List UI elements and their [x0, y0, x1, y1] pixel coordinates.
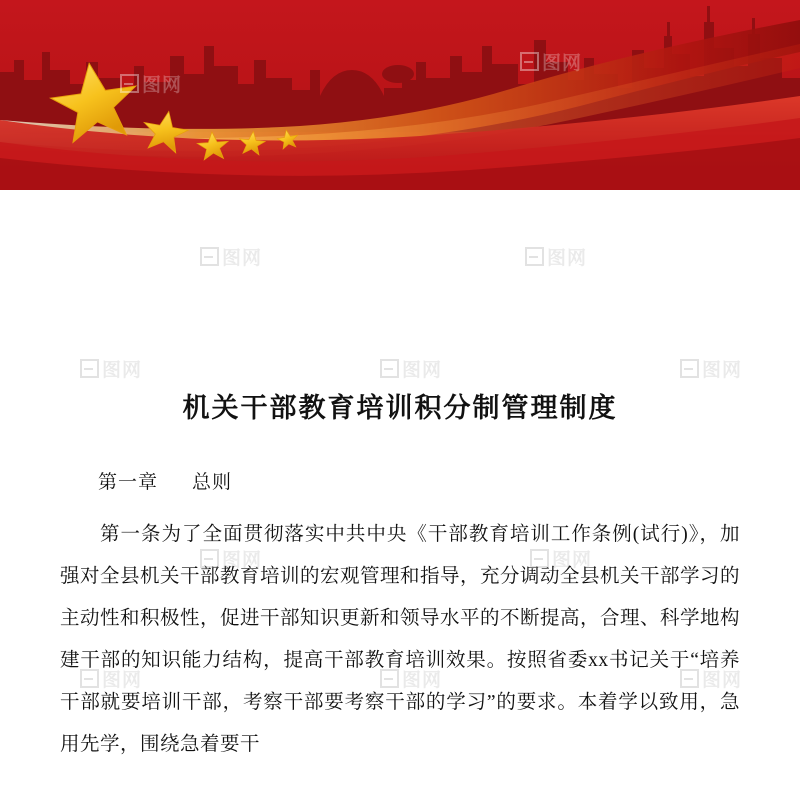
document-body [0, 386, 800, 766]
watermark-label: 图网 [142, 75, 183, 96]
chapter-name: 总则 [192, 472, 233, 493]
frame-icon [380, 359, 399, 378]
watermark-label: 图网 [102, 670, 143, 691]
watermark-label: 图网 [222, 248, 263, 269]
article-paragraph [60, 514, 743, 766]
frame-icon [200, 247, 219, 266]
watermark [680, 355, 742, 382]
chapter-heading [60, 467, 740, 494]
frame-icon [80, 359, 99, 378]
watermark-label: 图网 [222, 550, 263, 571]
page-banner [0, 0, 800, 190]
watermark [525, 243, 587, 270]
watermark-label: 图网 [702, 360, 743, 381]
article-text: 为了全面贯彻落实中共中央《干部教育培训工作条例(试行)》，加强对全县机关干部教育培训的宏观管理和指导，充分调动全县机关干部学习的主动性和积极性，促进干部知识更新和领导水平的不断提高，合理、科学地构建干部的知识能力结构，提高干部教育培训效果。按照省委xx书记关于“培养干部就要培训干部，考察干部要考察干部的学习”的要求。本着学以致用，急用先学，围绕急着要干 [60, 524, 741, 755]
article-label: 第一条 [100, 524, 162, 545]
watermark-label: 图网 [702, 670, 743, 691]
chapter-number: 第一章 [98, 472, 159, 493]
watermark-label: 图网 [402, 670, 443, 691]
watermark [200, 243, 262, 270]
watermark-label: 图网 [102, 360, 143, 381]
watermark-label: 图网 [402, 360, 443, 381]
banner-artwork [0, 0, 800, 190]
frame-icon [525, 247, 544, 266]
watermark [380, 355, 442, 382]
watermark-label: 图网 [552, 550, 593, 571]
watermark-label: 图网 [547, 248, 588, 269]
frame-icon [680, 359, 699, 378]
watermark-label: 图网 [542, 53, 583, 74]
watermark [80, 355, 142, 382]
page-title: 机关干部教育培训积分制管理制度 [182, 393, 618, 423]
